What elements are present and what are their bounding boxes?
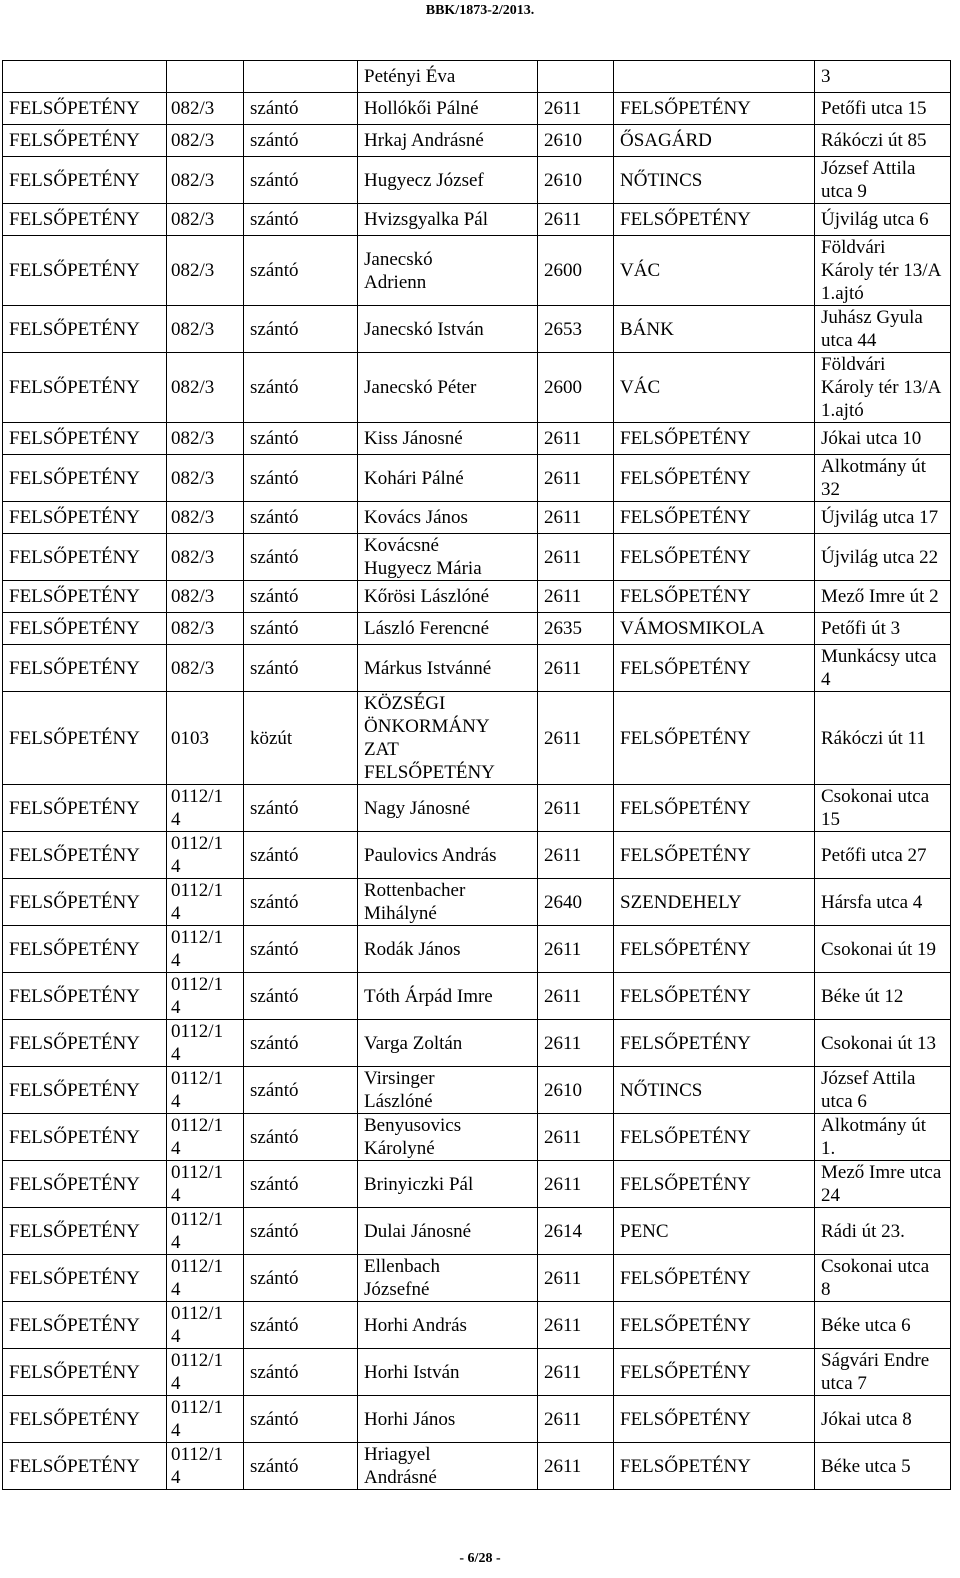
settlement-cell: FELSŐPETÉNY <box>3 879 167 926</box>
table-row <box>3 306 951 353</box>
settlement-cell: FELSŐPETÉNY <box>3 973 167 1020</box>
settlement-cell: FELSŐPETÉNY <box>3 423 167 455</box>
parcel-number-cell: 0112/1 4 <box>167 1302 244 1349</box>
settlement-cell: FELSŐPETÉNY <box>3 1396 167 1443</box>
parcel-number-cell: 0112/1 4 <box>167 1255 244 1302</box>
postal-code-cell: 2611 <box>538 832 614 879</box>
owner-city-cell: FELSŐPETÉNY <box>614 204 815 236</box>
owner-address-cell: Petőfi utca 27 <box>815 832 951 879</box>
owner-city-cell: FELSŐPETÉNY <box>614 1114 815 1161</box>
settlement-cell: FELSŐPETÉNY <box>3 1208 167 1255</box>
settlement-cell: FELSŐPETÉNY <box>3 125 167 157</box>
owner-name-cell: Virsinger Lászlóné <box>358 1067 538 1114</box>
parcel-number-cell: 0112/1 4 <box>167 1443 244 1490</box>
owner-city-cell: FELSŐPETÉNY <box>614 534 815 581</box>
owner-city-cell: FELSŐPETÉNY <box>614 455 815 502</box>
owner-name-cell: Horhi András <box>358 1302 538 1349</box>
postal-code-cell: 2611 <box>538 1302 614 1349</box>
parcel-number-cell <box>167 61 244 93</box>
settlement-cell: FELSŐPETÉNY <box>3 353 167 423</box>
owner-address-cell: Jókai utca 10 <box>815 423 951 455</box>
owner-city-cell <box>614 61 815 93</box>
parcel-number-cell: 0112/1 4 <box>167 1020 244 1067</box>
table-row <box>3 61 951 93</box>
owner-name-cell: László Ferencné <box>358 613 538 645</box>
owner-name-cell: Márkus Istvánné <box>358 645 538 692</box>
postal-code-cell: 2600 <box>538 353 614 423</box>
table-row <box>3 1114 951 1161</box>
parcel-number-cell: 082/3 <box>167 236 244 306</box>
land-use-cell: szántó <box>244 1302 358 1349</box>
parcel-number-cell: 0112/1 4 <box>167 1349 244 1396</box>
land-use-cell: szántó <box>244 306 358 353</box>
owner-name-cell: Hugyecz József <box>358 157 538 204</box>
owner-city-cell: FELSŐPETÉNY <box>614 423 815 455</box>
table-row <box>3 973 951 1020</box>
settlement-cell: FELSŐPETÉNY <box>3 1067 167 1114</box>
owner-name-cell: Hrkaj Andrásné <box>358 125 538 157</box>
owner-city-cell: FELSŐPETÉNY <box>614 93 815 125</box>
owner-name-cell: Hriagyel Andrásné <box>358 1443 538 1490</box>
owner-address-cell: 3 <box>815 61 951 93</box>
owner-address-cell: Alkotmány út 1. <box>815 1114 951 1161</box>
settlement-cell: FELSŐPETÉNY <box>3 236 167 306</box>
owner-city-cell: VÁMOSMIKOLA <box>614 613 815 645</box>
postal-code-cell: 2611 <box>538 534 614 581</box>
owner-city-cell: FELSŐPETÉNY <box>614 926 815 973</box>
owner-address-cell: Jókai utca 8 <box>815 1396 951 1443</box>
table-row <box>3 455 951 502</box>
land-use-cell: szántó <box>244 1020 358 1067</box>
settlement-cell: FELSŐPETÉNY <box>3 645 167 692</box>
owner-city-cell: FELSŐPETÉNY <box>614 502 815 534</box>
land-use-cell: szántó <box>244 502 358 534</box>
parcel-number-cell: 0112/1 4 <box>167 1396 244 1443</box>
settlement-cell: FELSŐPETÉNY <box>3 832 167 879</box>
owner-city-cell: FELSŐPETÉNY <box>614 581 815 613</box>
owner-address-cell: Csokonai utca 8 <box>815 1255 951 1302</box>
owner-name-cell: Janecskó István <box>358 306 538 353</box>
parcel-number-cell: 0112/1 4 <box>167 1161 244 1208</box>
land-use-cell: szántó <box>244 1396 358 1443</box>
owner-name-cell: Horhi István <box>358 1349 538 1396</box>
postal-code-cell: 2611 <box>538 455 614 502</box>
settlement-cell: FELSŐPETÉNY <box>3 306 167 353</box>
postal-code-cell: 2611 <box>538 926 614 973</box>
table-row <box>3 645 951 692</box>
postal-code-cell: 2610 <box>538 157 614 204</box>
table-row <box>3 879 951 926</box>
land-use-cell: szántó <box>244 1443 358 1490</box>
owner-name-cell: Janecskó Péter <box>358 353 538 423</box>
parcel-number-cell: 0112/1 4 <box>167 973 244 1020</box>
owner-address-cell: Földvári Károly tér 13/A 1.ajtó <box>815 353 951 423</box>
land-use-cell: szántó <box>244 645 358 692</box>
land-use-cell: szántó <box>244 1067 358 1114</box>
postal-code-cell: 2611 <box>538 1020 614 1067</box>
postal-code-cell: 2611 <box>538 423 614 455</box>
owner-name-cell: Kohári Pálné <box>358 455 538 502</box>
settlement-cell: FELSŐPETÉNY <box>3 926 167 973</box>
table-row <box>3 204 951 236</box>
table-row <box>3 926 951 973</box>
postal-code-cell: 2611 <box>538 93 614 125</box>
table-row <box>3 1443 951 1490</box>
owner-name-cell: Hollókői Pálné <box>358 93 538 125</box>
table-row <box>3 613 951 645</box>
settlement-cell: FELSŐPETÉNY <box>3 1114 167 1161</box>
owner-name-cell: Kiss Jánosné <box>358 423 538 455</box>
owner-address-cell: Munkácsy utca 4 <box>815 645 951 692</box>
owner-city-cell: FELSŐPETÉNY <box>614 832 815 879</box>
owner-city-cell: FELSŐPETÉNY <box>614 785 815 832</box>
table-row <box>3 157 951 204</box>
owner-address-cell: Újvilág utca 6 <box>815 204 951 236</box>
parcel-number-cell: 082/3 <box>167 581 244 613</box>
owner-city-cell: VÁC <box>614 353 815 423</box>
settlement-cell: FELSŐPETÉNY <box>3 581 167 613</box>
owner-city-cell: FELSŐPETÉNY <box>614 1302 815 1349</box>
owner-city-cell: FELSŐPETÉNY <box>614 1161 815 1208</box>
owner-name-cell: Tóth Árpád Imre <box>358 973 538 1020</box>
postal-code-cell: 2611 <box>538 692 614 785</box>
parcel-number-cell: 0112/1 4 <box>167 926 244 973</box>
table-row <box>3 1161 951 1208</box>
parcel-number-cell: 0103 <box>167 692 244 785</box>
table-row <box>3 1067 951 1114</box>
owner-city-cell: NŐTINCS <box>614 157 815 204</box>
owner-address-cell: Mező Imre út 2 <box>815 581 951 613</box>
owner-city-cell: FELSŐPETÉNY <box>614 1020 815 1067</box>
postal-code-cell: 2610 <box>538 1067 614 1114</box>
land-use-cell: szántó <box>244 93 358 125</box>
parcel-number-cell: 0112/1 4 <box>167 1067 244 1114</box>
owner-name-cell: KÖZSÉGI ÖNKORMÁNY ZAT FELSŐPETÉNY <box>358 692 538 785</box>
land-use-cell: szántó <box>244 613 358 645</box>
owner-address-cell: Béke utca 5 <box>815 1443 951 1490</box>
table-row <box>3 353 951 423</box>
owner-address-cell: József Attila utca 9 <box>815 157 951 204</box>
land-use-cell: szántó <box>244 1161 358 1208</box>
owner-address-cell: Újvilág utca 22 <box>815 534 951 581</box>
land-use-cell: szántó <box>244 1349 358 1396</box>
owner-name-cell: Hvizsgyalka Pál <box>358 204 538 236</box>
table-row <box>3 1255 951 1302</box>
owner-address-cell: Petőfi utca 15 <box>815 93 951 125</box>
table-row <box>3 1396 951 1443</box>
page-number: - 6/28 - <box>459 1551 501 1566</box>
land-use-cell: szántó <box>244 581 358 613</box>
postal-code-cell: 2611 <box>538 645 614 692</box>
parcel-number-cell: 082/3 <box>167 613 244 645</box>
land-use-cell: szántó <box>244 534 358 581</box>
owner-name-cell: Kovács János <box>358 502 538 534</box>
postal-code-cell: 2611 <box>538 204 614 236</box>
postal-code-cell: 2600 <box>538 236 614 306</box>
owner-address-cell: Újvilág utca 17 <box>815 502 951 534</box>
settlement-cell: FELSŐPETÉNY <box>3 1349 167 1396</box>
owner-city-cell: FELSŐPETÉNY <box>614 973 815 1020</box>
settlement-cell: FELSŐPETÉNY <box>3 1020 167 1067</box>
table-row <box>3 236 951 306</box>
parcel-number-cell: 0112/1 4 <box>167 785 244 832</box>
owner-city-cell: NŐTINCS <box>614 1067 815 1114</box>
postal-code-cell: 2610 <box>538 125 614 157</box>
land-use-cell: szántó <box>244 236 358 306</box>
owner-city-cell: FELSŐPETÉNY <box>614 1349 815 1396</box>
owner-address-cell: Béke utca 6 <box>815 1302 951 1349</box>
owner-city-cell: VÁC <box>614 236 815 306</box>
parcel-number-cell: 082/3 <box>167 423 244 455</box>
land-use-cell: szántó <box>244 353 358 423</box>
owner-address-cell: Béke út 12 <box>815 973 951 1020</box>
postal-code-cell: 2635 <box>538 613 614 645</box>
owner-city-cell: ŐSAGÁRD <box>614 125 815 157</box>
owner-name-cell: Varga Zoltán <box>358 1020 538 1067</box>
settlement-cell: FELSŐPETÉNY <box>3 1302 167 1349</box>
postal-code-cell: 2611 <box>538 1349 614 1396</box>
land-use-cell: szántó <box>244 125 358 157</box>
table-row <box>3 785 951 832</box>
owner-address-cell: Rákóczi út 11 <box>815 692 951 785</box>
table-row <box>3 423 951 455</box>
owner-address-cell: Rákóczi út 85 <box>815 125 951 157</box>
document-header: BBK/1873-2/2013. <box>425 3 535 18</box>
owner-name-cell: Rottenbacher Mihályné <box>358 879 538 926</box>
settlement-cell: FELSŐPETÉNY <box>3 204 167 236</box>
postal-code-cell: 2611 <box>538 785 614 832</box>
land-use-cell: szántó <box>244 973 358 1020</box>
postal-code-cell: 2611 <box>538 502 614 534</box>
settlement-cell: FELSŐPETÉNY <box>3 1443 167 1490</box>
owner-name-cell: Petényi Éva <box>358 61 538 93</box>
owner-address-cell: Rádi út 23. <box>815 1208 951 1255</box>
owner-address-cell: Földvári Károly tér 13/A 1.ajtó <box>815 236 951 306</box>
land-use-cell: szántó <box>244 1208 358 1255</box>
owner-address-cell: Csokonai út 13 <box>815 1020 951 1067</box>
owner-name-cell: Kovácsné Hugyecz Mária <box>358 534 538 581</box>
settlement-cell: FELSŐPETÉNY <box>3 455 167 502</box>
owner-name-cell: Brinyiczki Pál <box>358 1161 538 1208</box>
table-row <box>3 1302 951 1349</box>
owner-name-cell: Ellenbach Józsefné <box>358 1255 538 1302</box>
parcel-number-cell: 082/3 <box>167 455 244 502</box>
settlement-cell: FELSŐPETÉNY <box>3 534 167 581</box>
owner-name-cell: Rodák János <box>358 926 538 973</box>
land-use-cell: szántó <box>244 879 358 926</box>
owner-name-cell: Horhi János <box>358 1396 538 1443</box>
owner-city-cell: FELSŐPETÉNY <box>614 645 815 692</box>
owner-register-table <box>2 60 951 1490</box>
owner-name-cell: Kőrösi Lászlóné <box>358 581 538 613</box>
owner-city-cell: FELSŐPETÉNY <box>614 1255 815 1302</box>
postal-code-cell: 2640 <box>538 879 614 926</box>
land-use-cell: szántó <box>244 157 358 204</box>
land-use-cell: szántó <box>244 455 358 502</box>
land-use-cell <box>244 61 358 93</box>
table-row <box>3 534 951 581</box>
postal-code-cell <box>538 61 614 93</box>
owner-name-cell: Nagy Jánosné <box>358 785 538 832</box>
table-row <box>3 125 951 157</box>
table-row <box>3 1208 951 1255</box>
parcel-number-cell: 082/3 <box>167 204 244 236</box>
parcel-number-cell: 082/3 <box>167 645 244 692</box>
owner-city-cell: PENC <box>614 1208 815 1255</box>
parcel-number-cell: 082/3 <box>167 93 244 125</box>
parcel-number-cell: 0112/1 4 <box>167 879 244 926</box>
land-use-cell: közút <box>244 692 358 785</box>
parcel-number-cell: 082/3 <box>167 534 244 581</box>
parcel-number-cell: 082/3 <box>167 157 244 204</box>
owner-address-cell: Petőfi út 3 <box>815 613 951 645</box>
parcel-number-cell: 0112/1 4 <box>167 1208 244 1255</box>
table-row <box>3 502 951 534</box>
owner-address-cell: Csokonai utca 15 <box>815 785 951 832</box>
postal-code-cell: 2611 <box>538 1396 614 1443</box>
owner-name-cell: Paulovics András <box>358 832 538 879</box>
land-use-cell: szántó <box>244 832 358 879</box>
owner-city-cell: BÁNK <box>614 306 815 353</box>
parcel-number-cell: 082/3 <box>167 502 244 534</box>
settlement-cell: FELSŐPETÉNY <box>3 93 167 125</box>
table-row <box>3 832 951 879</box>
settlement-cell: FELSŐPETÉNY <box>3 1161 167 1208</box>
owner-address-cell: Alkotmány út 32 <box>815 455 951 502</box>
parcel-number-cell: 0112/1 4 <box>167 832 244 879</box>
postal-code-cell: 2611 <box>538 973 614 1020</box>
parcel-number-cell: 082/3 <box>167 306 244 353</box>
settlement-cell: FELSŐPETÉNY <box>3 157 167 204</box>
settlement-cell <box>3 61 167 93</box>
owner-name-cell: Benyusovics Károlyné <box>358 1114 538 1161</box>
postal-code-cell: 2611 <box>538 1114 614 1161</box>
land-use-cell: szántó <box>244 785 358 832</box>
owner-address-cell: Ságvári Endre utca 7 <box>815 1349 951 1396</box>
table-row <box>3 1020 951 1067</box>
settlement-cell: FELSŐPETÉNY <box>3 785 167 832</box>
owner-address-cell: Mező Imre utca 24 <box>815 1161 951 1208</box>
land-use-cell: szántó <box>244 1114 358 1161</box>
parcel-number-cell: 082/3 <box>167 353 244 423</box>
postal-code-cell: 2653 <box>538 306 614 353</box>
table-row <box>3 1349 951 1396</box>
parcel-number-cell: 0112/1 4 <box>167 1114 244 1161</box>
settlement-cell: FELSŐPETÉNY <box>3 502 167 534</box>
postal-code-cell: 2611 <box>538 581 614 613</box>
postal-code-cell: 2614 <box>538 1208 614 1255</box>
land-use-cell: szántó <box>244 1255 358 1302</box>
owner-name-cell: Janecskó Adrienn <box>358 236 538 306</box>
settlement-cell: FELSŐPETÉNY <box>3 1255 167 1302</box>
parcel-number-cell: 082/3 <box>167 125 244 157</box>
settlement-cell: FELSŐPETÉNY <box>3 613 167 645</box>
owner-city-cell: SZENDEHELY <box>614 879 815 926</box>
postal-code-cell: 2611 <box>538 1161 614 1208</box>
table-row <box>3 93 951 125</box>
owner-city-cell: FELSŐPETÉNY <box>614 1396 815 1443</box>
owner-name-cell: Dulai Jánosné <box>358 1208 538 1255</box>
table-row <box>3 692 951 785</box>
table-row <box>3 581 951 613</box>
land-use-cell: szántó <box>244 204 358 236</box>
owner-address-cell: József Attila utca 6 <box>815 1067 951 1114</box>
postal-code-cell: 2611 <box>538 1443 614 1490</box>
owner-city-cell: FELSŐPETÉNY <box>614 1443 815 1490</box>
owner-address-cell: Hársfa utca 4 <box>815 879 951 926</box>
owner-address-cell: Csokonai út 19 <box>815 926 951 973</box>
postal-code-cell: 2611 <box>538 1255 614 1302</box>
land-use-cell: szántó <box>244 423 358 455</box>
owner-city-cell: FELSŐPETÉNY <box>614 692 815 785</box>
settlement-cell: FELSŐPETÉNY <box>3 692 167 785</box>
owner-address-cell: Juhász Gyula utca 44 <box>815 306 951 353</box>
land-use-cell: szántó <box>244 926 358 973</box>
